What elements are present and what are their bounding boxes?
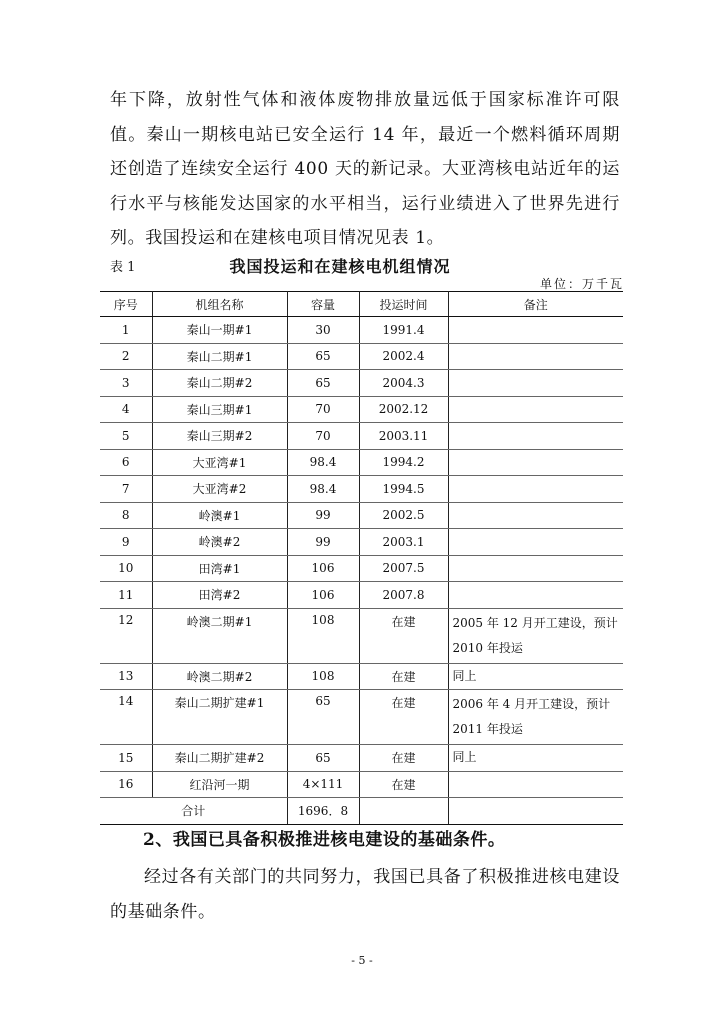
total-capacity: 1696．8 [287,798,359,825]
cell-date: 2002.12 [359,396,448,423]
intro-paragraph: 年下降，放射性气体和液体废物排放量远低于国家标准许可限值。秦山一期核电站已安全运行 14 年，最近一个燃料循环周期还创造了连续安全运行 400 天的新记录。大亚湾核电站近年的运行水平与核能发达国家的水平相当，运行业绩进入了世界先进行列。我国投运和在建核电项目情况见表 1。 [110,90,620,248]
cell-no: 15 [100,745,152,772]
cell-note [448,555,623,582]
cell-date: 2003.1 [359,529,448,556]
cell-name: 田湾#2 [152,582,287,609]
cell-name: 秦山二期#1 [152,343,287,370]
cell-name: 岭澳#2 [152,529,287,556]
cell-date: 2002.5 [359,502,448,529]
table-title: 我国投运和在建核电机组情况 [229,257,451,276]
table-row [100,555,623,582]
cell-note [448,449,623,476]
cell-date: 2007.5 [359,555,448,582]
cell-no: 13 [100,663,152,690]
cell-capacity: 65 [287,745,359,772]
cell-note: 同上 [448,745,623,772]
cell-date: 1991.4 [359,317,448,344]
cell-date: 2002.4 [359,343,448,370]
cell-capacity: 98.4 [287,449,359,476]
table-row [100,608,623,663]
table-row [100,745,623,772]
cell-name: 田湾#1 [152,555,287,582]
cell-no: 10 [100,555,152,582]
cell-date: 在建 [359,663,448,690]
table-number: 表 1 [110,260,136,275]
cell-capacity: 99 [287,502,359,529]
table-row [100,476,623,503]
cell-no: 4 [100,396,152,423]
cell-note [448,423,623,450]
cell-note: 2006 年 4 月开工建设，预计 2011 年投运 [448,690,623,745]
cell-name: 岭澳二期#2 [152,663,287,690]
table-unit: 单位：万千瓦 [539,277,624,291]
cell-capacity: 65 [287,690,359,745]
cell-name: 秦山一期#1 [152,317,287,344]
cell-capacity: 98.4 [287,476,359,503]
table-row [100,663,623,690]
table-row [100,370,623,397]
cell-name: 秦山二期#2 [152,370,287,397]
table-row [100,317,623,344]
cell-date: 在建 [359,690,448,745]
cell-capacity: 70 [287,423,359,450]
cell-date: 在建 [359,771,448,798]
cell-capacity: 65 [287,343,359,370]
cell-capacity: 65 [287,370,359,397]
cell-date: 2007.8 [359,582,448,609]
cell-no: 1 [100,317,152,344]
cell-note: 2005 年 12 月开工建设，预计 2010 年投运 [448,608,623,663]
cell-name: 岭澳二期#1 [152,608,287,663]
cell-no: 16 [100,771,152,798]
cell-date: 2004.3 [359,370,448,397]
cell-no: 11 [100,582,152,609]
cell-name: 秦山三期#1 [152,396,287,423]
page-number: - 5 - [351,954,373,967]
table-row [100,423,623,450]
table-row [100,449,623,476]
table-body [100,317,623,825]
header-no: 序号 [100,292,152,317]
cell-name: 红沿河一期 [152,771,287,798]
cell-note [448,529,623,556]
header-date: 投运时间 [359,292,448,317]
total-empty-cell [359,798,448,825]
total-label: 合计 [100,798,287,825]
cell-name: 秦山三期#2 [152,423,287,450]
cell-capacity: 70 [287,396,359,423]
cell-capacity: 30 [287,317,359,344]
cell-name: 岭澳#1 [152,502,287,529]
table-header-row [100,292,623,317]
cell-no: 2 [100,343,152,370]
cell-capacity: 106 [287,582,359,609]
cell-note [448,370,623,397]
cell-no: 14 [100,690,152,745]
cell-no: 8 [100,502,152,529]
section-paragraph: 经过各有关部门的共同努力，我国已具备了积极推进核电建设的基础条件。 [110,867,620,922]
table-row [100,529,623,556]
cell-note [448,343,623,370]
cell-no: 3 [100,370,152,397]
cell-note [448,396,623,423]
header-name: 机组名称 [152,292,287,317]
cell-capacity: 4×111 [287,771,359,798]
cell-no: 6 [100,449,152,476]
cell-capacity: 108 [287,663,359,690]
cell-note [448,771,623,798]
cell-date: 1994.5 [359,476,448,503]
section-heading: 2、我国已具备积极推进核电建设的基础条件。 [143,830,506,850]
table-row [100,343,623,370]
cell-capacity: 99 [287,529,359,556]
table-row [100,396,623,423]
header-note: 备注 [448,292,623,317]
header-capacity: 容量 [287,292,359,317]
cell-note [448,582,623,609]
cell-name: 大亚湾#2 [152,476,287,503]
cell-no: 12 [100,608,152,663]
cell-note [448,317,623,344]
table-row [100,502,623,529]
nuclear-units-table [100,291,623,825]
cell-capacity: 106 [287,555,359,582]
cell-name: 大亚湾#1 [152,449,287,476]
cell-note [448,502,623,529]
cell-no: 7 [100,476,152,503]
table-row [100,771,623,798]
table-row [100,690,623,745]
cell-no: 9 [100,529,152,556]
cell-date: 在建 [359,745,448,772]
cell-note [448,476,623,503]
cell-date: 1994.2 [359,449,448,476]
table-row [100,582,623,609]
table-total-row [100,798,623,825]
total-empty-cell [448,798,623,825]
cell-date: 2003.11 [359,423,448,450]
cell-date: 在建 [359,608,448,663]
cell-no: 5 [100,423,152,450]
cell-capacity: 108 [287,608,359,663]
cell-name: 秦山二期扩建#2 [152,745,287,772]
cell-note: 同上 [448,663,623,690]
cell-name: 秦山二期扩建#1 [152,690,287,745]
